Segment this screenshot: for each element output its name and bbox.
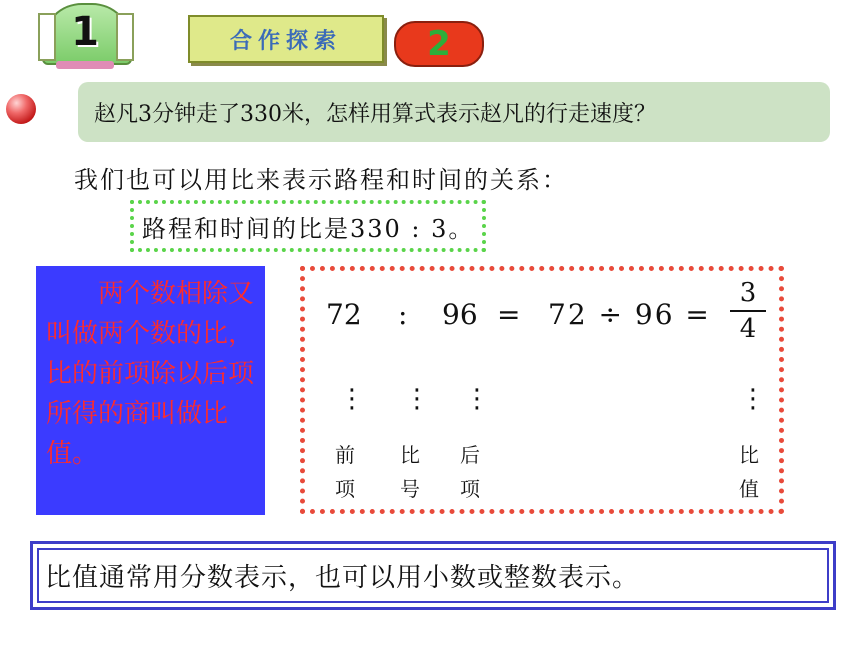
red-ball-icon <box>6 94 36 124</box>
question-text: 赵凡3分钟走了330米，怎样用算式表示赵凡的行走速度？ <box>94 101 656 127</box>
division-expression: 72 ÷ 96 = <box>548 298 711 331</box>
fraction-numerator: 3 <box>739 278 757 308</box>
lesson-number-badge <box>36 3 134 69</box>
pointer-dots-back: ⋮ <box>464 384 490 414</box>
colon-sign: : <box>398 298 408 331</box>
ratio-sentence-text: 路程和时间的比是330 : 3。 <box>142 214 475 243</box>
pointer-dots-sign: ⋮ <box>404 384 430 414</box>
example-box <box>300 266 784 514</box>
conclusion-text: 比值通常用分数表示，也可以用小数或整数表示。 <box>45 563 640 593</box>
badge-base <box>56 61 114 69</box>
term-label-back: 后项 <box>460 443 480 501</box>
back-value: 96 <box>442 298 478 331</box>
section-tag: 合作探索 <box>188 15 384 63</box>
conclusion-box <box>30 541 836 610</box>
term-label-sign: 比号 <box>400 443 420 501</box>
pointer-dots-value: ⋮ <box>740 384 766 414</box>
definition-box: 两个数相除又叫做两个数的比，比的前项除以后项所得的商叫做比值。 <box>36 266 265 515</box>
step-number-pill: 2 <box>394 21 484 67</box>
conclusion-inner <box>37 548 829 603</box>
term-label-front: 前项 <box>335 443 355 501</box>
term-label-value: 比值 <box>739 443 759 501</box>
statement-text: 我们也可以用比来表示路程和时间的关系： <box>74 166 568 194</box>
equals-sign: = <box>497 298 521 331</box>
ratio-fraction <box>730 278 766 344</box>
question-box <box>78 82 830 142</box>
pointer-dots-front: ⋮ <box>339 384 365 414</box>
ratio-sentence-box <box>130 200 486 252</box>
fraction-bar <box>730 310 766 312</box>
lesson-number: 1 <box>71 9 99 55</box>
fraction-denominator: 4 <box>739 314 757 344</box>
front-value: 72 <box>326 298 362 331</box>
